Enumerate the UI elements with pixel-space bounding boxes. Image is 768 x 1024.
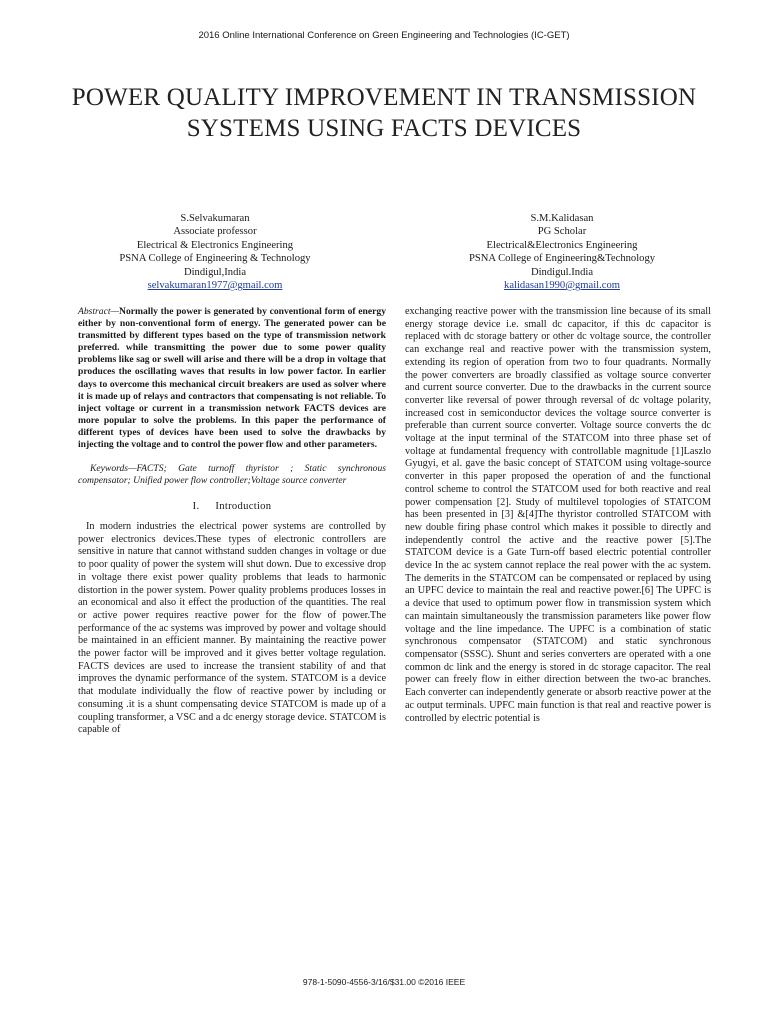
author-name: S.Selvakumaran bbox=[180, 213, 250, 224]
abstract bbox=[78, 306, 386, 451]
author-role: Associate professor bbox=[173, 226, 257, 238]
abstract-lead: Abstract— bbox=[78, 306, 120, 317]
author-email-link[interactable]: selvakumaran1977@gmail.com bbox=[147, 280, 283, 292]
conference-header: 2016 Online International Conference on Green Engineering and Technologies (IC-GET) bbox=[198, 30, 570, 41]
author-department: Electrical & Electronics Engineering bbox=[136, 239, 294, 251]
author-role: PG Scholar bbox=[537, 226, 587, 238]
author-location: Dindigul,India bbox=[183, 266, 247, 278]
author-college: PSNA College of Engineering & Technology bbox=[119, 253, 311, 265]
author-block-1 bbox=[100, 212, 330, 292]
introduction-text: In modern industries the electrical power systems are controlled by power electronics devices.These types of electronic controllers are sensitive in nature that cannot withstand sudden changes in voltage or due to poor quality of power the system will shut down. Due to excessive drop in voltage there exist power quality problems that leads to harmonic distortion in the power system. Power quality problems produces losses in an economical and also it effect the production of the quantities. The real or active power requires reactive power for the flow of power.The performance of the ac systems was improved by power and voltage should be maintained in an efficient manner. By maintaining the reactive power the power factor will be improved and it gives better voltage regulation. FACTS devices are used to increase the transient stability of and that improves the dynamic performance of the system. STATCOM is a device that modulate individually the flow of reactive power by including or consuming .it is a shunt compensating device STATCOM is made up of a coupling transformer, a VSC and a dc energy storage device. STATCOM is capable of bbox=[78, 521, 386, 736]
section-heading bbox=[78, 501, 386, 514]
copyright-footer: 978-1-5090-4556-3/16/$31.00 ©2016 IEEE bbox=[302, 977, 466, 987]
author-name: S.M.Kalidasan bbox=[530, 213, 594, 224]
right-column-text: exchanging reactive power with the transmission line because of its small energy storage device i.e. small dc capacitor, if this dc capacitor is replaced with dc storage battery or other dc voltage source, the controller can exchange real and reactive power with the transmission system, extending its region of operation from two to four quadrants. Normally the power converters are broadly classified as voltage source converter and current source converter. Due to the drawbacks in the current source converter like reversal of power through reversal of dc voltage polarity, increased cost in semiconductor devices the voltage source converter is preferable than current source converter. Voltage source converts the dc voltage at the input terminal of the STATCOM into three phase set of voltage at fundamental frequency with controllable magnitude [1]Laszlo Gyugyi, et al. gave the basic concept of STATCOM using voltage-source converter in this paper proposed the operation of and the functional control scheme to control the STATCOM used for both reactive and real power compensation [2]. Study of multilevel topologies of STATCOM has been presented in [3] &[4]The thyristor controlled STATCOM with new double firing phase control which makes it possible to directly and independently control the active and the reactive power [5].The STATCOM device is a Gate Turn-off based electric potential controller device In the ac system cannot replace the real power with the ac system. The demerits in the STATCOM can be compensated or replaced by using an UPFC device to maintain the real and reactive power.[6] The UPFC is a device that used to optimum power flow in transmission system which can maintain simultaneously the transmission parameters like power flow voltage and the line impedance. The UPFC is a combination of static synchronous compensator (STATCOM) and static synchronous compensator (SSSC). Shunt and series converters are operated with a one common dc link and the energy is stored in dc storage capacitor. The real power can freely flow in either direction between the two-ac branches. Each converter can independently generate or absorb reactive power at the ac output terminals. UPFC main function is that real and reactive power is controlled by electric potential is bbox=[405, 306, 711, 724]
author-block-2 bbox=[432, 212, 692, 292]
right-column bbox=[405, 306, 711, 725]
author-department: Electrical&Electronics Engineering bbox=[486, 239, 638, 251]
author-location: Dindigul.India bbox=[530, 266, 594, 278]
abstract-text: Normally the power is generated by conventional form of energy either by non-conventional form of energy. The generated power can be transmitted by different types based on the type of transmission network preferred. while transmitting the power due to some power quality problems like sag or swell will arise and there will be a drop in voltage that produces the oscillating waves that results in low power factor. In earlier days to overcome this mechanical circuit breakers are used as solver where it is made up of relays and contractors that compensating is not reliable. To inject voltage or current in a transmission network FACTS devices are more popular to solve the problems. In this paper the performance of different types of devices have been used to solve the drawbacks by injecting the voltage and to control the power flow and other parameters. bbox=[78, 306, 386, 451]
section-number: I. bbox=[192, 501, 200, 513]
paper-title: POWER QUALITY IMPROVEMENT IN TRANSMISSION SYSTEMS USING FACTS DEVICES bbox=[71, 84, 697, 142]
keywords: Keywords—FACTS; Gate turnoff thyristor ; Static synchronous compensator; Unified power flow controller;Voltage source converter bbox=[78, 463, 386, 487]
left-column bbox=[78, 306, 386, 737]
section-title: Introduction bbox=[215, 501, 272, 513]
author-email-link[interactable]: kalidasan1990@gmail.com bbox=[504, 280, 620, 292]
author-college: PSNA College of Engineering&Technology bbox=[468, 253, 656, 265]
